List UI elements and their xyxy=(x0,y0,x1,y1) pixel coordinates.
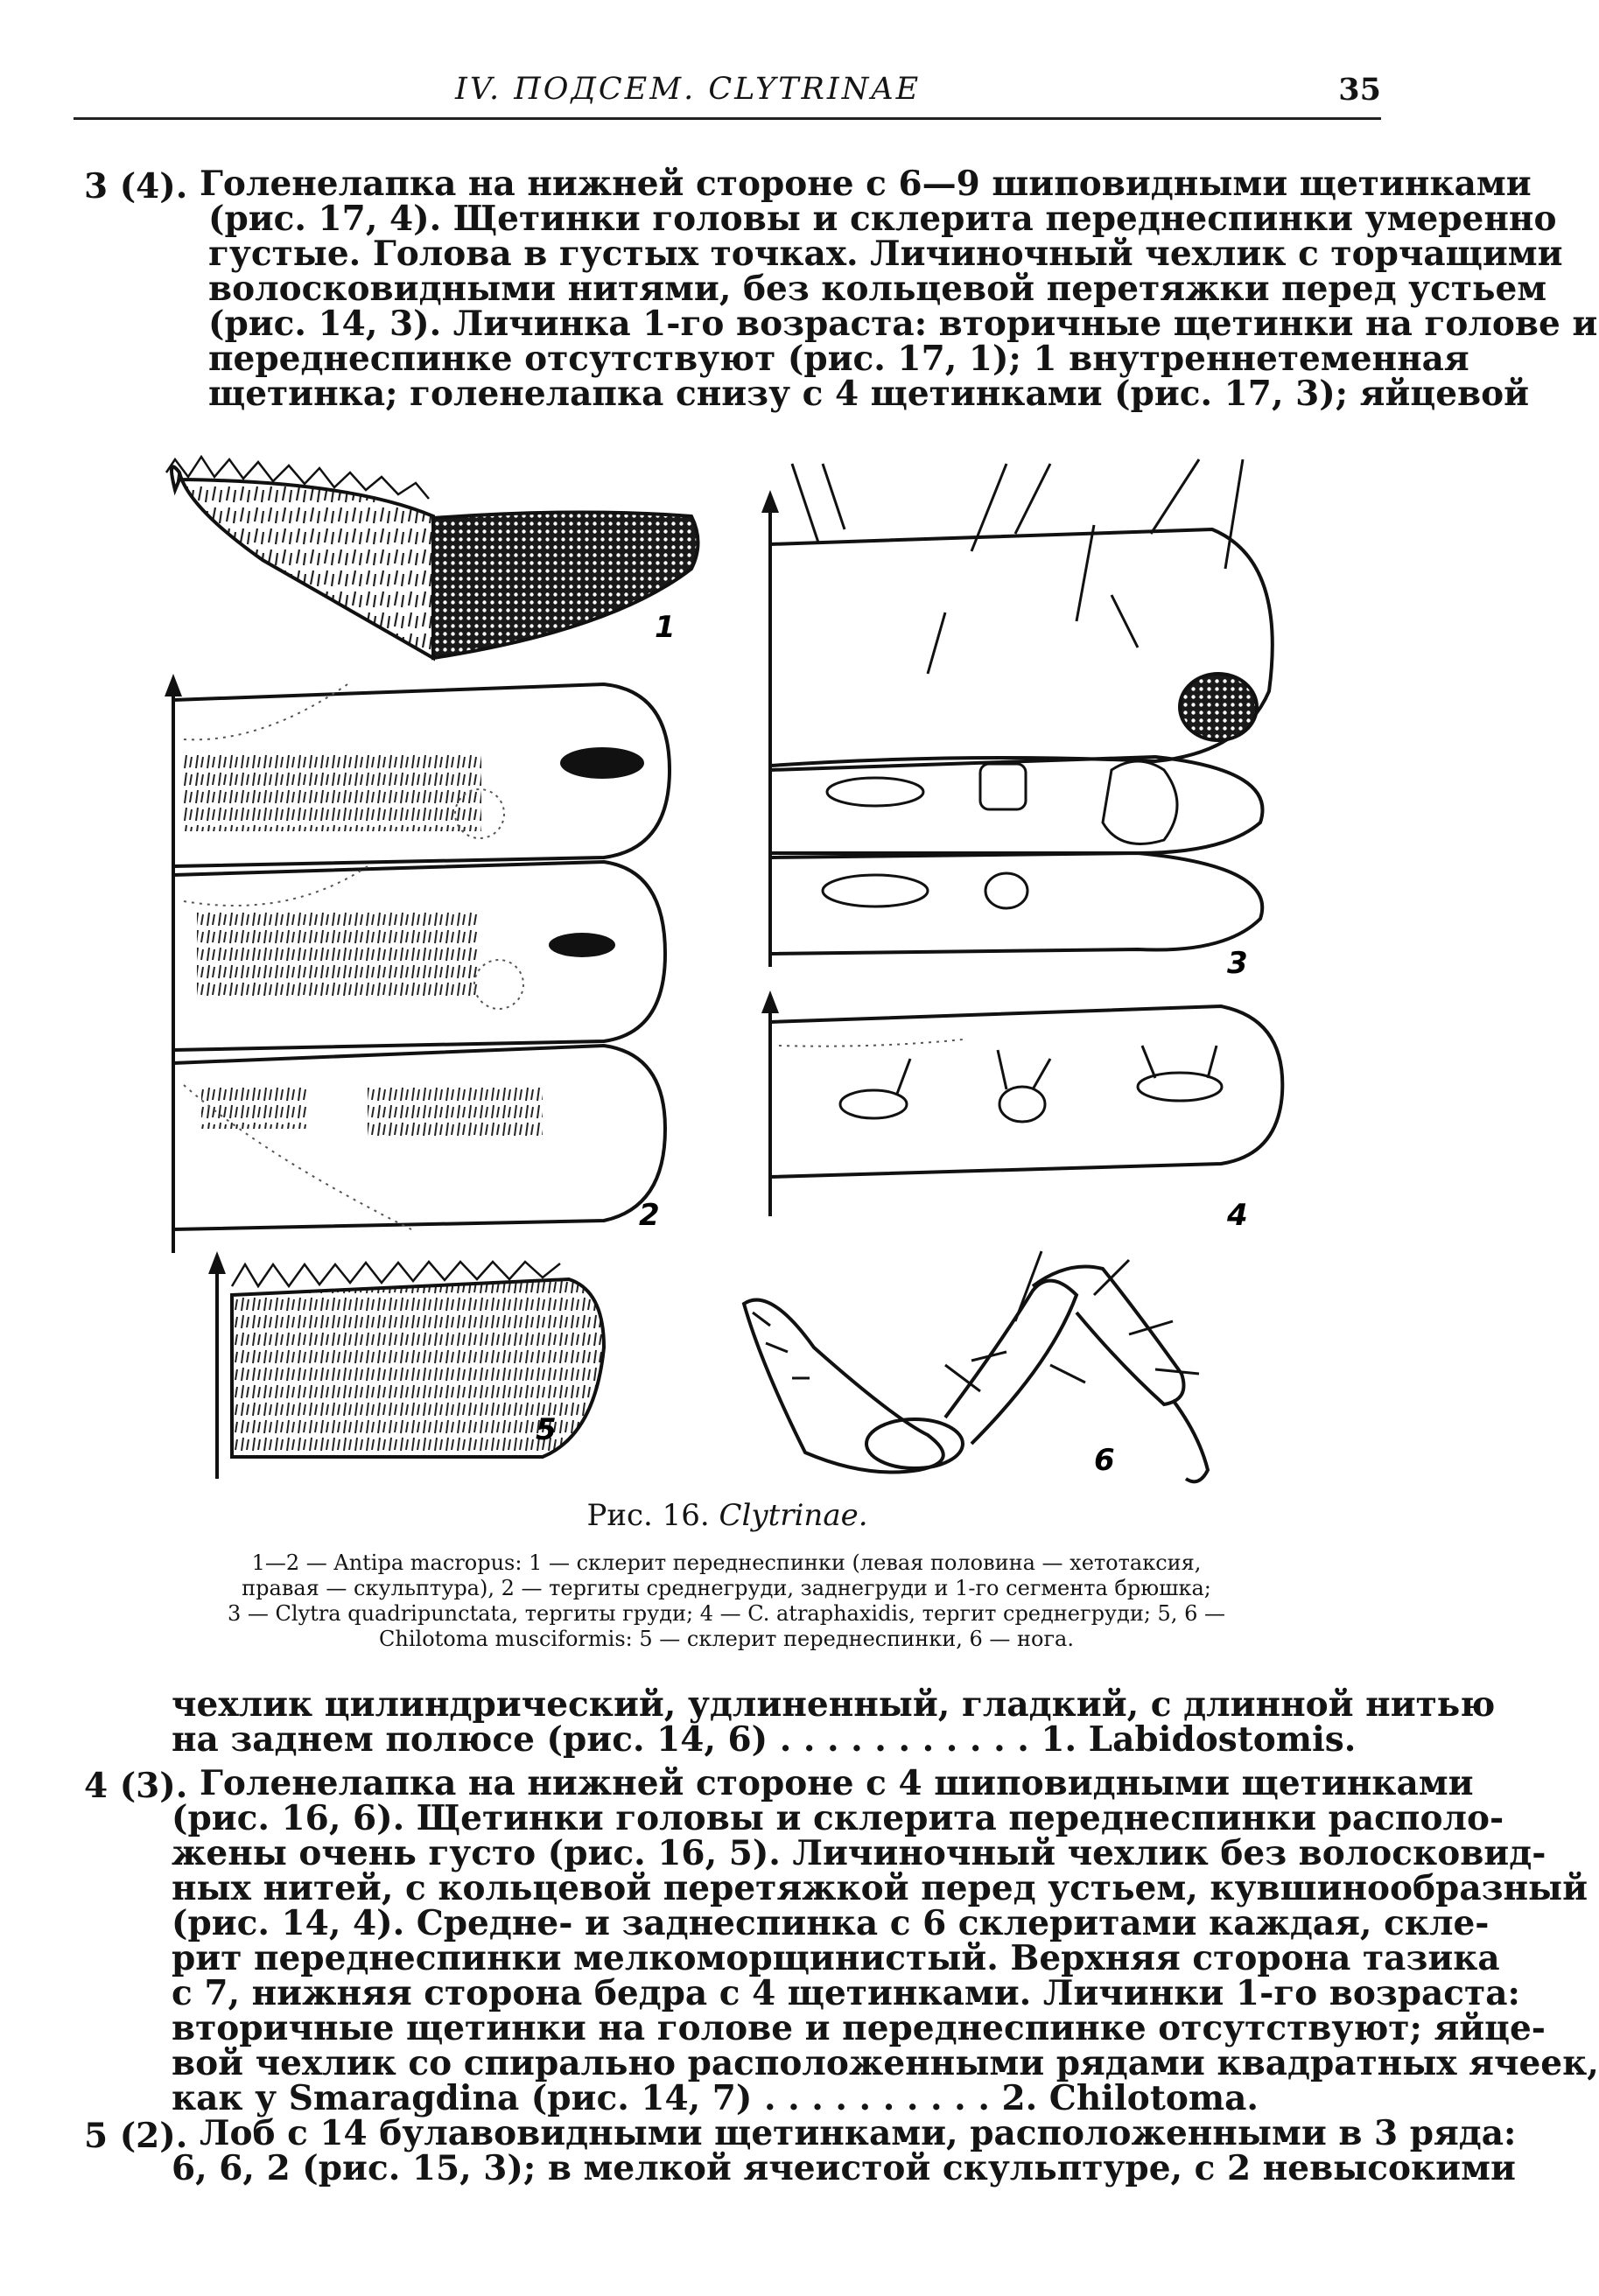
panel-2-setae-2 xyxy=(197,910,477,998)
panel-2-drawing xyxy=(165,674,670,1253)
figure-taxon: Clytrinae. xyxy=(719,1498,868,1533)
text-line: с 7, нижняя сторона бедра с 4 щетинками. Личинки 1-го возраста: xyxy=(172,1973,1520,2013)
figure-number: Рис. 16. xyxy=(586,1498,710,1533)
panel-3-label: 3 xyxy=(1227,946,1248,981)
panel-4-axis-arrow xyxy=(761,990,779,1013)
panel-3-sclerite-4 xyxy=(985,873,1027,908)
panel-2-label: 2 xyxy=(639,1198,660,1233)
text-line: Лоб с 14 булавовидными щетинками, расположенными в 3 ряда: xyxy=(200,2113,1517,2153)
panel-3-segment-2 xyxy=(770,757,1263,853)
entry-5-text xyxy=(172,2113,1517,2188)
text-line: волосковидными нитями, без кольцевой перетяжки перед устьем xyxy=(208,269,1547,309)
entry-4-text xyxy=(172,1763,1599,2118)
text-line: на заднем полюсе (рис. 14, 6) . . . . . . . . . . . 1. Labidostomis. xyxy=(172,1719,1357,1760)
entry-4-number: 4 (3). xyxy=(84,1766,188,1806)
panel-4-label: 4 xyxy=(1227,1198,1248,1233)
text-line: (рис. 17, 4). Щетинки головы и склерита переднеспинки умеренно xyxy=(208,199,1557,239)
panel-4-drawing xyxy=(761,990,1282,1216)
panel-6-setae xyxy=(753,1251,1199,1391)
figure-caption-title xyxy=(0,1498,1455,1533)
panel-2-setae-4 xyxy=(368,1085,543,1138)
entry-3-continuation xyxy=(172,1684,1496,1760)
entry-5-number: 5 (2). xyxy=(84,2116,188,2156)
caption-line: Chilotoma musciformis: 5 — склерит переднеспинки, 6 — нога. xyxy=(379,1627,1074,1651)
panel-3-dark-patch xyxy=(1180,674,1257,740)
text-line: Голенелапка на нижней стороне с 4 шиповидными щетинками xyxy=(200,1763,1474,1803)
panel-6-claw xyxy=(1173,1400,1208,1481)
text-line: переднеспинке отсутствуют (рис. 17, 1); 1 внутреннетеменная xyxy=(208,339,1469,379)
text-line: жены очень густо (рис. 16, 5). Личиночный чехлик без волосковид- xyxy=(172,1833,1546,1873)
panel-3-lobe xyxy=(1103,761,1177,844)
text-line: 6, 6, 2 (рис. 15, 3); в мелкой ячеистой скульптуре, с 2 невысокими xyxy=(172,2148,1516,2188)
panel-4-dotted-line xyxy=(779,1040,963,1046)
text-line: чехлик цилиндрический, удлиненный, гладкий, с длинной нитью xyxy=(172,1684,1496,1725)
entry-3-number: 3 (4). xyxy=(84,166,188,206)
text-line: ных нитей, с кольцевой перетяжкой перед устьем, кувшинообразный xyxy=(172,1868,1588,1908)
panel-6-drawing xyxy=(744,1251,1208,1481)
panel-1-drawing xyxy=(166,457,698,658)
panel-2-dotted-circle-2 xyxy=(474,960,523,1009)
panel-3-sclerite-2 xyxy=(980,764,1026,809)
panel-2-tuft-1 xyxy=(560,747,644,779)
running-title: IV. ПОДСЕМ. CLYTRINAE xyxy=(455,72,922,107)
text-line: щетинка; голенелапка снизу с 4 щетинками (рис. 17, 3); яйцевой xyxy=(208,374,1530,414)
panel-2-axis-arrow xyxy=(165,674,182,696)
panel-5-label: 5 xyxy=(536,1412,557,1447)
panel-6-femur xyxy=(945,1281,1077,1444)
caption-line: правая — скульптура), 2 — тергиты среднегруди, заднегруди и 1-го сегмента брюшка; xyxy=(242,1576,1211,1600)
panel-4-sclerite-2 xyxy=(999,1087,1045,1122)
panel-1-label: 1 xyxy=(655,610,676,645)
text-line: рит переднеспинки мелкоморщинистый. Верхняя сторона тазика xyxy=(172,1938,1500,1978)
panel-3-setae xyxy=(792,459,1243,674)
page-number: 35 xyxy=(1338,72,1381,108)
panel-1-left-chaetotaxy xyxy=(172,466,433,658)
panel-4-outline xyxy=(770,1006,1282,1177)
panel-4-setae xyxy=(897,1046,1217,1094)
text-line: Голенелапка на нижней стороне с 6—9 шиповидными щетинками xyxy=(200,164,1532,204)
panel-3-drawing xyxy=(761,459,1273,967)
text-line: (рис. 16, 6). Щетинки головы и склерита переднеспинки располо- xyxy=(172,1798,1504,1838)
text-line: как у Smaragdina (рис. 14, 7) . . . . . . . . . . 2. Chilotoma. xyxy=(172,2078,1259,2118)
text-line: вой чехлик со спирально расположенными рядами квадратных ячеек, xyxy=(172,2043,1599,2083)
panel-3-axis-arrow xyxy=(761,490,779,513)
panel-3-sclerite-3 xyxy=(823,875,928,906)
figure-caption-body xyxy=(114,1550,1339,1652)
panel-6-coxa xyxy=(744,1300,943,1473)
text-line: (рис. 14, 4). Средне- и заднеспинка с 6 склеритами каждая, скле- xyxy=(172,1903,1490,1943)
text-line: вторичные щетинки на голове и переднеспинке отсутствуют; яйце- xyxy=(172,2008,1546,2048)
caption-line: 1—2 — Antipa macropus: 1 — склерит переднеспинки (левая половина — хетотаксия, xyxy=(251,1550,1202,1575)
panel-2-tuft-2 xyxy=(549,933,615,957)
panel-3-sclerite-1 xyxy=(827,778,923,806)
text-line: густые. Голова в густых точках. Личиночный чехлик с торчащими xyxy=(208,234,1563,274)
text-line: (рис. 14, 3). Личинка 1-го возраста: вторичные щетинки на голове и xyxy=(208,304,1598,344)
panel-6-label: 6 xyxy=(1094,1443,1115,1478)
panel-2-setae-1 xyxy=(184,752,481,831)
panel-2-setae-3 xyxy=(201,1085,306,1129)
caption-line: 3 — Clytra quadripunctata, тергиты груди; 4 — C. atraphaxidis, тергит среднегруди; 5, 6 — xyxy=(228,1601,1225,1626)
panel-5-axis-arrow xyxy=(208,1251,226,1274)
panel-4-sclerite-1 xyxy=(840,1090,907,1118)
